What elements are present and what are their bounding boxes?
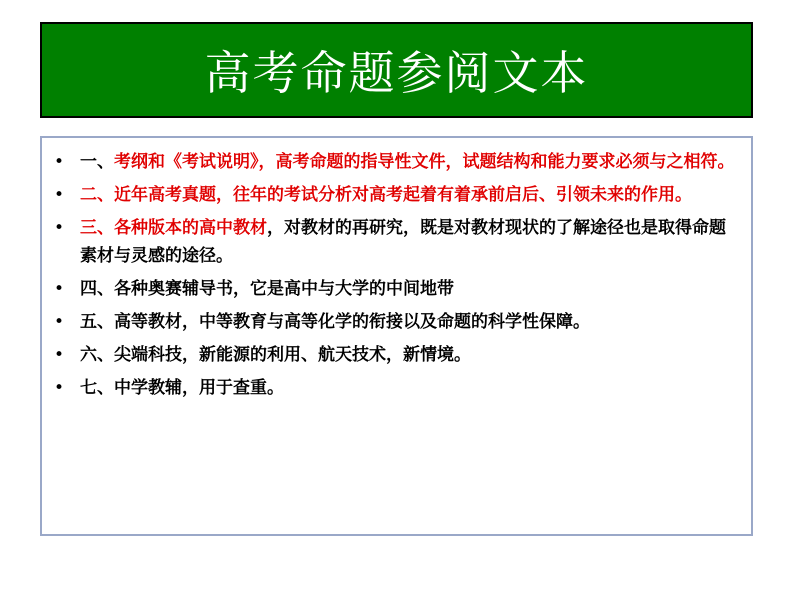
title-banner	[40, 22, 753, 118]
list-item	[42, 148, 739, 176]
item-list	[42, 138, 751, 402]
list-item	[42, 308, 739, 336]
item-text: 四、各种奥赛辅导书，它是高中与大学的中间地带	[80, 279, 454, 299]
content-panel	[40, 136, 753, 536]
item-text: 七、中学教辅，用于查重。	[80, 378, 284, 398]
list-item	[42, 275, 739, 303]
bullet-icon: •	[54, 378, 65, 398]
item-text: 五、高等教材，中等教育与高等化学的衔接以及命题的科学性保障。	[80, 312, 590, 332]
item-highlight-text: 二、近年高考真题，往年的考试分析对高考起着有着承前启后、引领未来的作用。	[80, 185, 692, 205]
bullet-icon: •	[54, 345, 65, 365]
bullet-icon: •	[54, 279, 65, 299]
page-title: 高考命题参阅文本	[204, 46, 589, 100]
bullet-icon: •	[54, 218, 65, 238]
item-text: ，对教材的再研究，既是对教材现状的了解途径也是取得命题素材与灵感的途径。	[80, 218, 726, 266]
bullet-icon: •	[54, 312, 65, 332]
item-highlight-text: 考纲和《考试说明》，高考命题的指导性文件，试题结构和能力要求必须与之相符。	[114, 152, 735, 172]
item-prefix: 一、	[80, 152, 114, 172]
list-item	[42, 181, 739, 209]
item-text: 六、尖端科技，新能源的利用、航天技术，新情境。	[80, 345, 471, 365]
bullet-icon: •	[54, 185, 65, 205]
list-item	[42, 341, 739, 369]
list-item	[42, 374, 739, 402]
bullet-icon: •	[54, 152, 65, 172]
list-item	[42, 214, 739, 270]
item-highlight-text: 三、各种版本的高中教材	[80, 218, 267, 238]
